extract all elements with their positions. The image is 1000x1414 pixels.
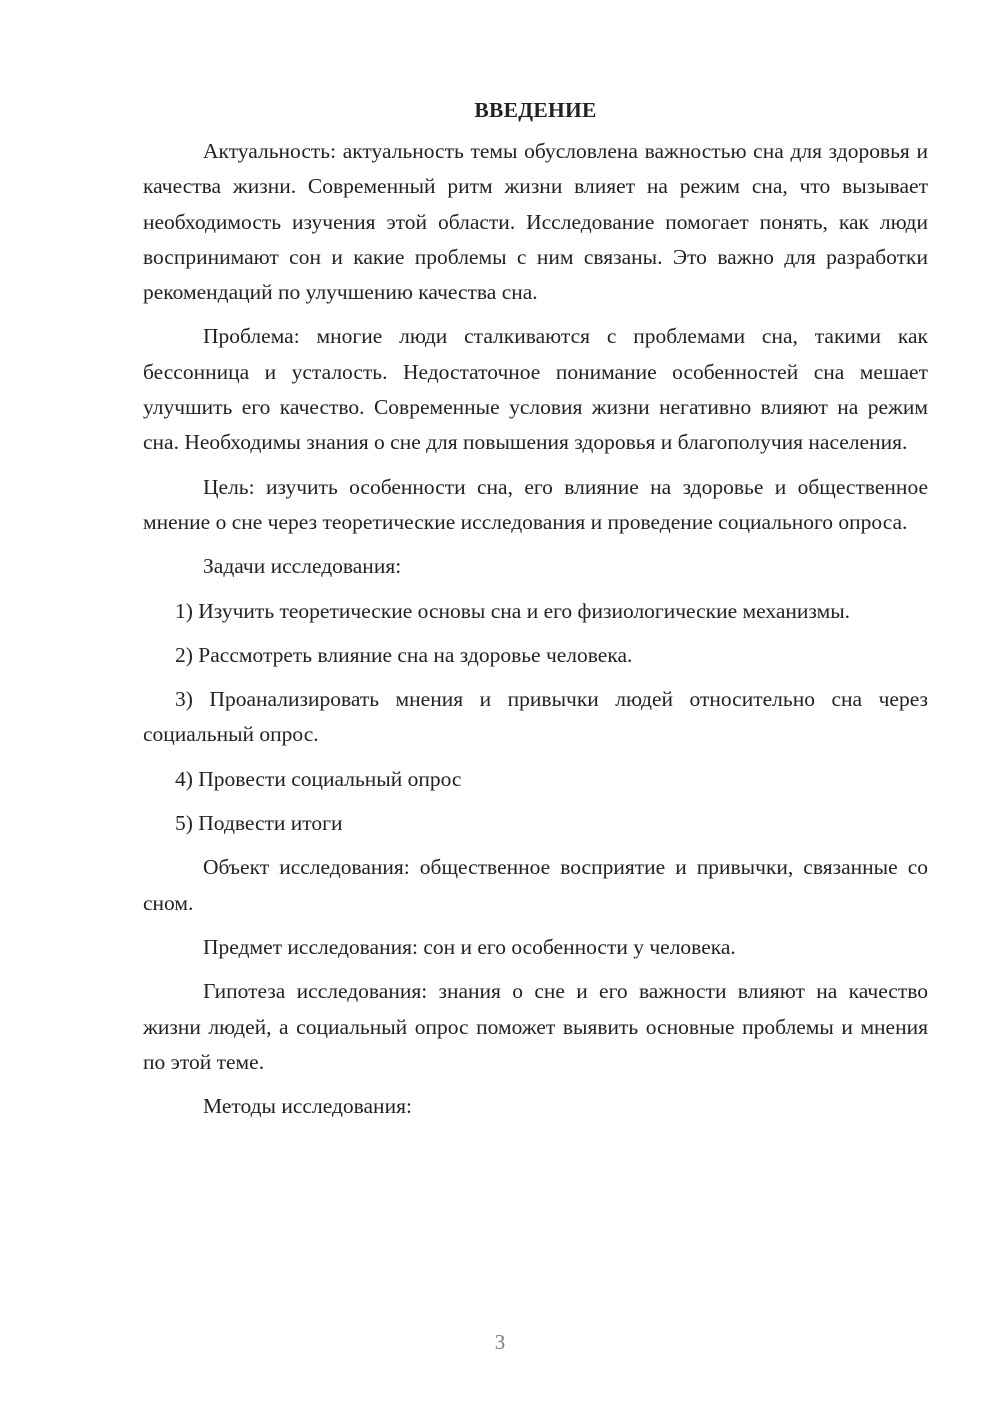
goal-paragraph: Цель: изучить особенности сна, его влияние на здоровье и общественное мнение о сне через теоретические исследования и проведение социального опроса. [143,474,928,534]
task-item-5: 5) Подвести итоги [175,811,343,836]
relevance-paragraph: Актуальность: актуальность темы обусловлена важностью сна для здоровья и качества жизни. Современный ритм жизни влияет на режим сна, что вызывает необходимость изучения этой области. Исследование помогает понять, как люди воспринимают сон и какие проблемы с ним связаны. Это важно для разработки рекомендаций по улучшению качества сна. [143,139,928,305]
subject-paragraph: Предмет исследования: сон и его особенности у человека. [203,934,736,959]
methods-paragraph: Методы исследования: [203,1094,412,1119]
page-number: 3 [494,1330,506,1354]
hypothesis-paragraph: Гипотеза исследования: знания о сне и его важности влияют на качество жизни людей, а социальный опрос поможет выявить основные проблемы и мнения по этой теме. [143,979,928,1074]
tasks-heading: Задачи исследования: [203,554,402,579]
page-content [143,93,928,1133]
task-item-1: 1) Изучить теоретические основы сна и его физиологические механизмы. [175,598,851,623]
object-paragraph: Объект исследования: общественное восприятие и привычки, связанные со сном. [143,855,928,915]
task-item-4: 4) Провести социальный опрос [175,766,462,791]
section-heading: ВВЕДЕНИЕ [474,98,597,122]
problem-paragraph: Проблема: многие люди сталкиваются с проблемами сна, такими как бессонница и усталость. Недостаточное понимание особенностей сна мешает улучшить его качество. Современные условия жизни негативно влияют на режим сна. Необходимы знания о сне для повышения здоровья и благополучия населения. [143,324,928,455]
task-item-2: 2) Рассмотреть влияние сна на здоровье человека. [175,642,633,667]
task-item-3: 3) Проанализировать мнения и привычки людей относительно сна через социальный опрос. [143,687,928,747]
